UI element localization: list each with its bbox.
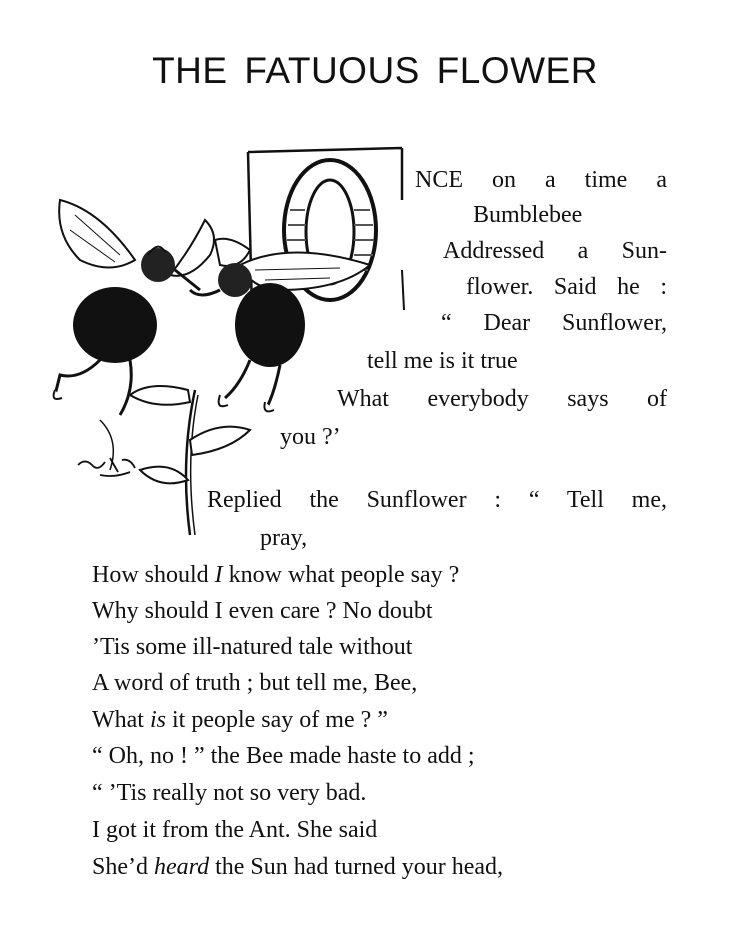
left-bee-drawing bbox=[54, 200, 214, 415]
poem-line-3: Addressed a Sun- bbox=[443, 238, 667, 264]
poem-line-15 bbox=[92, 705, 388, 735]
poem-line-16: “ Oh, no ! ” the Bee made haste to add ; bbox=[92, 743, 475, 769]
poem-line-13: ’Tis some ill-natured tale without bbox=[92, 634, 413, 660]
poem-line-14: A word of truth ; but tell me, Bee, bbox=[92, 670, 418, 696]
poem-line-15-italic: is bbox=[149, 707, 166, 733]
poem-line-12: Why should I even care ? No doubt bbox=[92, 598, 433, 624]
poem-line-18: I got it from the Ant. She said bbox=[92, 817, 378, 843]
poem-line-19-part-a: She’d bbox=[92, 854, 154, 880]
poem-line-2: Bumblebee bbox=[473, 202, 583, 228]
poem-line-6: tell me is it true bbox=[367, 348, 518, 374]
poem-line-7: What everybody says of bbox=[337, 386, 667, 412]
artist-signature bbox=[78, 458, 135, 476]
poem-line-11 bbox=[92, 560, 459, 590]
page-title: THE FATUOUS FLOWER bbox=[152, 50, 598, 91]
poem-line-19 bbox=[92, 852, 503, 882]
poem-line-19-italic: heard bbox=[154, 854, 210, 880]
poem-line-11-italic: I bbox=[214, 562, 223, 588]
poem-line-15-part-a: What bbox=[92, 707, 150, 733]
poem-line-11-part-c: know what people say ? bbox=[222, 562, 460, 588]
poem-line-8: you ?’ bbox=[280, 424, 341, 450]
poem-line-10: pray, bbox=[260, 525, 308, 551]
poem-line-1: NCE on a time a bbox=[415, 167, 667, 193]
poem-line-19-part-c: the Sun had turned your head, bbox=[209, 854, 504, 880]
poem-line-4: flower. Said he : bbox=[466, 274, 667, 300]
poem-line-5: “ Dear Sunflower, bbox=[441, 310, 667, 336]
bees-sunflower-illustration bbox=[40, 140, 420, 540]
poem-line-11-part-a: How should bbox=[92, 562, 215, 588]
poem-line-9: Replied the Sunflower : “ Tell me, bbox=[207, 487, 667, 513]
poem-line-15-part-c: it people say of me ? ” bbox=[166, 707, 388, 733]
poem-line-17: “ ’Tis really not so very bad. bbox=[92, 780, 367, 806]
